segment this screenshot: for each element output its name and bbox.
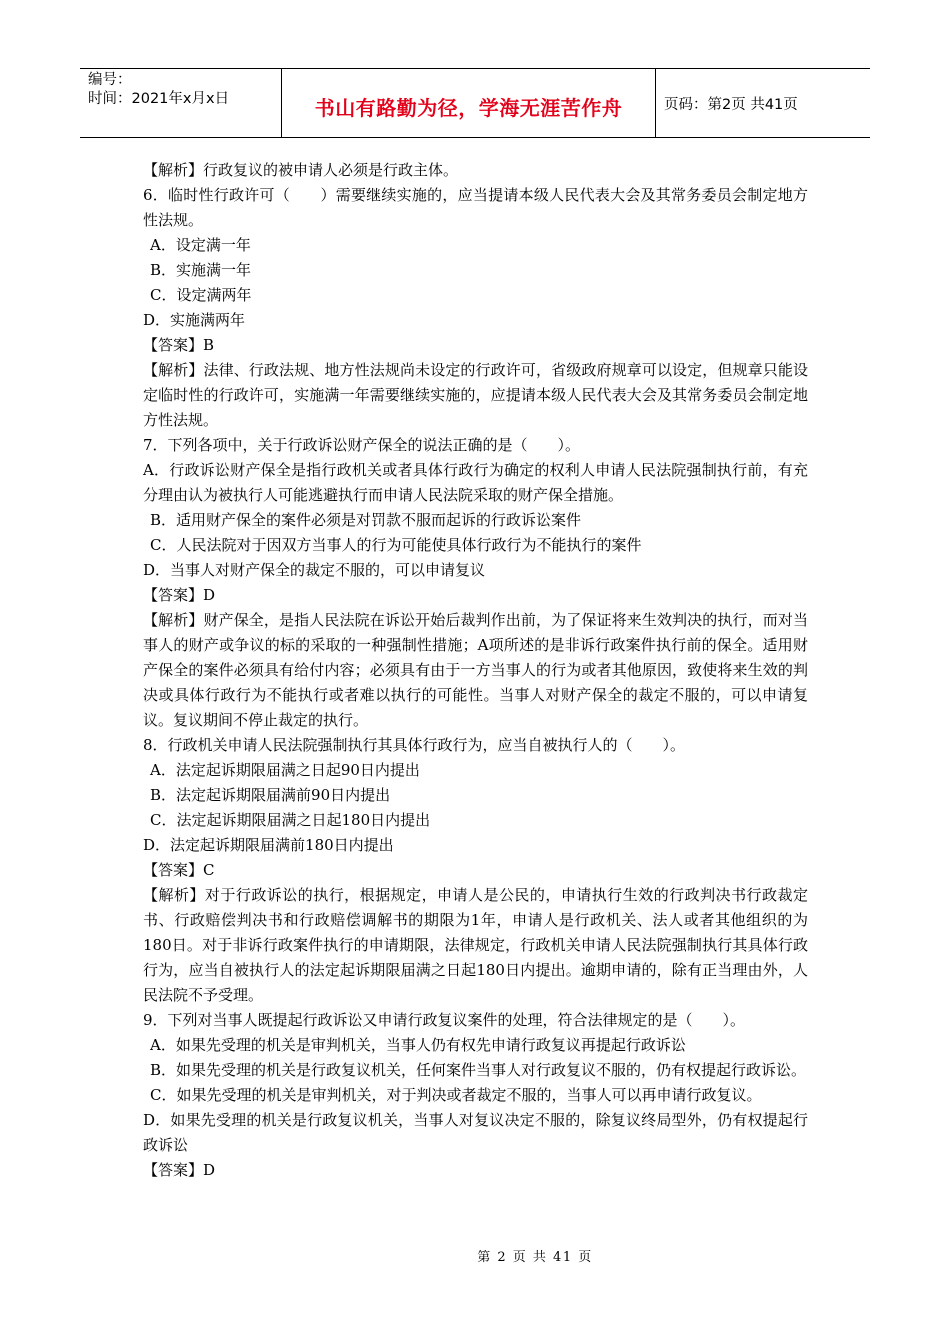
paragraph: 【解析】财产保全，是指人民法院在诉讼开始后裁判作出前，为了保证将来生效判决的执行，而对当事人的财产或争议的标的采取的一种强制性措施；A项所述的是非诉行政案件执行前的保全。适用财产保全的案件必须具有给付内容；必须具有由于一方当事人的行为或者其他原因，致使将来生效的判决或具体行政行为不能执行或者难以执行的可能性。当事人对财产保全的裁定不服的，可以申请复议。复议期间不停止裁定的执行。 [143, 611, 808, 729]
paragraph: C．人民法院对于因双方当事人的行为可能使具体行政行为不能执行的案件 [150, 536, 642, 554]
paragraph: 【答案】D [143, 1161, 216, 1179]
paragraph: 【解析】对于行政诉讼的执行，根据规定，申请人是公民的，申请执行生效的行政判决书行政裁定书、行政赔偿判决书和行政赔偿调解书的期限为1年，申请人是行政机关、法人或者其他组织的为180日。对于非诉行政案件执行的申请期限，法律规定，行政机关申请人民法院强制执行其具体行政行为，应当自被执行人的法定起诉期限届满之日起180日内提出。逾期申请的，除有正当理由外，人民法院不予受理。 [143, 886, 808, 1004]
header-meta [80, 69, 282, 137]
paragraph: B．如果先受理的机关是行政复议机关，任何案件当事人对行政复议不服的，仍有权提起行政诉讼。 [150, 1061, 807, 1079]
paragraph: 6．临时性行政许可（ ）需要继续实施的，应当提请本级人民代表大会及其常务委员会制定地方性法规。 [143, 186, 808, 229]
paragraph: A．设定满一年 [150, 236, 251, 254]
page-footer [0, 1246, 950, 1265]
paragraph: 7．下列各项中，关于行政诉讼财产保全的说法正确的是（ ）。 [143, 436, 581, 454]
paragraph: C．法定起诉期限届满之日起180日内提出 [150, 811, 431, 829]
header-motto-cell [282, 69, 656, 137]
footer-page-number: 第 2 页 共 41 页 [477, 1250, 593, 1265]
page-code-text: 页码：第2页 共41页 [664, 96, 798, 113]
paragraph: 【答案】D [143, 586, 216, 604]
paragraph: A．行政诉讼财产保全是指行政机关或者具体行政行为确定的权利人申请人民法院强制执行前，有充分理由认为被执行人可能逃避执行而申请人民法院采取的财产保全措施。 [143, 461, 808, 504]
paragraph: C．如果先受理的机关是审判机关，对于判决或者裁定不服的，当事人可以再申请行政复议。 [150, 1086, 762, 1104]
motto-text: 书山有路勤为径，学海无涯苦作舟 [314, 95, 623, 120]
paragraph: C．设定满两年 [150, 286, 252, 304]
paragraph: 9．下列对当事人既提起行政诉讼又申请行政复议案件的处理，符合法律规定的是（ ）。 [143, 1011, 746, 1029]
paragraph: A．法定起诉期限届满之日起90日内提出 [150, 761, 420, 779]
paragraph: B．适用财产保全的案件必须是对罚款不服而起诉的行政诉讼案件 [150, 511, 582, 529]
document-number-label: 编号： [88, 72, 132, 88]
document-body [143, 158, 808, 1183]
page-header [80, 68, 870, 138]
paragraph: D．如果先受理的机关是行政复议机关，当事人对复议决定不服的，除复议终局型外，仍有权提起行政诉讼 [143, 1111, 808, 1154]
header-page-code [656, 69, 870, 137]
paragraph: 【解析】行政复议的被申请人必须是行政主体。 [143, 161, 459, 179]
paragraph: D．实施满两年 [143, 311, 246, 329]
paragraph: 【解析】法律、行政法规、地方性法规尚未设定的行政许可，省级政府规章可以设定，但规章只能设定临时性的行政许可，实施满一年需要继续实施的，应提请本级人民代表大会及其常务委员会制定地方性法规。 [143, 361, 808, 429]
paragraph: B．法定起诉期限届满前90日内提出 [150, 786, 391, 804]
paragraph: D．当事人对财产保全的裁定不服的，可以申请复议 [143, 561, 486, 579]
paragraph: 8．行政机关申请人民法院强制执行其具体行政行为，应当自被执行人的（ ）。 [143, 736, 686, 754]
document-time-label: 时间：2021年x月x日 [88, 91, 230, 107]
paragraph: B．实施满一年 [150, 261, 252, 279]
paragraph: A．如果先受理的机关是审判机关，当事人仍有权先申请行政复议再提起行政诉讼 [150, 1036, 686, 1054]
paragraph: D．法定起诉期限届满前180日内提出 [143, 836, 394, 854]
paragraph: 【答案】B [143, 336, 215, 354]
paragraph: 【答案】C [143, 861, 215, 879]
